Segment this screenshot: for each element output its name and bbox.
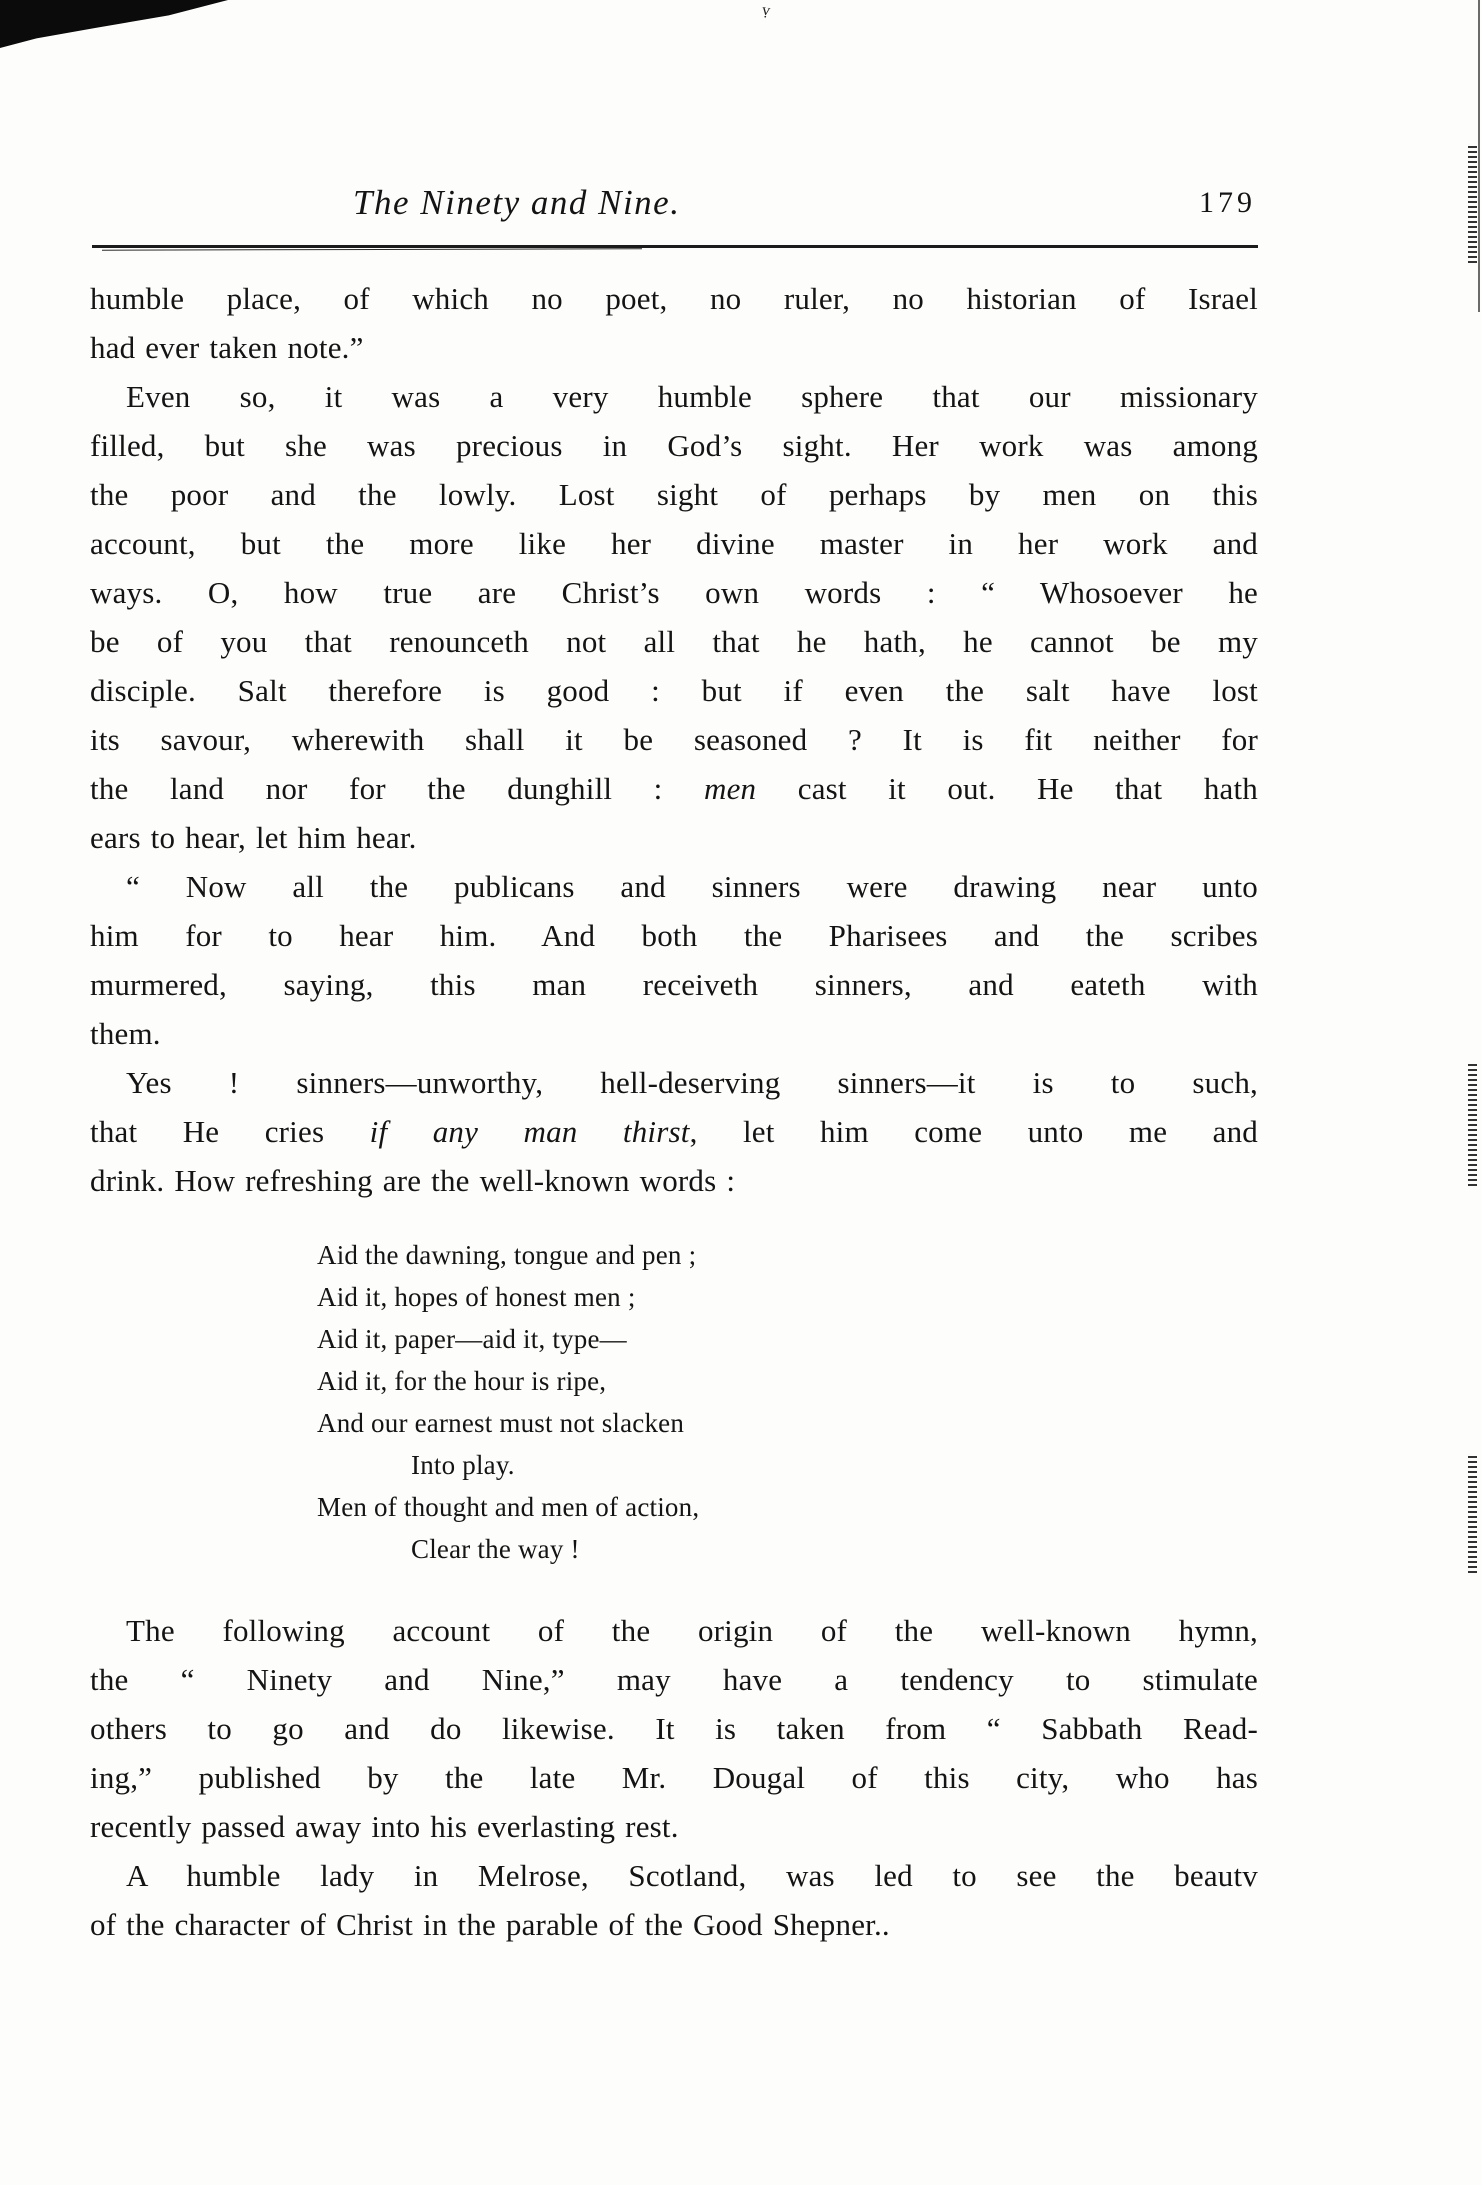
text-segment: Even so, it was a very humble sphere that our missionary [126, 379, 1258, 414]
text-line [90, 617, 1258, 666]
text-line [90, 911, 1258, 960]
italic-text-segment: men [704, 771, 757, 806]
text-segment: recently passed away into his everlasting rest. [90, 1809, 679, 1844]
paragraph [90, 1851, 1258, 1949]
page-number: 179 [1199, 186, 1256, 219]
text-segment: that He cries [90, 1114, 370, 1149]
text-segment: ears to hear, let him hear. [90, 820, 417, 855]
paragraph [90, 372, 1258, 862]
header-rule [92, 245, 1258, 248]
text-segment: be of you that renounceth not all that he hath, he cannot be my [90, 624, 1258, 659]
text-segment: humble place, of which no poet, no ruler, no historian of Israel [90, 281, 1258, 316]
text-line [90, 421, 1258, 470]
scan-artifact-edge-line [1478, 0, 1480, 312]
text-line [90, 1900, 1258, 1949]
text-segment: “ Now all the publicans and sinners were drawing near unto [126, 869, 1258, 904]
text-segment: The following account of the origin of the well-known hymn, [126, 1613, 1258, 1648]
text-line [90, 1802, 1258, 1851]
text-line [90, 470, 1258, 519]
text-segment: cast it out. He that hath [756, 771, 1258, 806]
italic-text-segment: if any man thirst [369, 1114, 690, 1149]
text-line [90, 1753, 1258, 1802]
poem-line: Aid it, hopes of honest men ; [317, 1282, 636, 1312]
paragraph [90, 274, 1258, 372]
text-line [90, 1107, 1258, 1156]
text-line [90, 519, 1258, 568]
scan-artifact-edge-hatch [1468, 1064, 1477, 1186]
text-line [90, 1156, 1258, 1205]
text-segment: of the character of Christ in the parable of the Good Shepner.. [90, 1907, 890, 1942]
text-line [90, 764, 1258, 813]
text-segment: murmered, saying, this man receiveth sinners, and eateth with [90, 967, 1258, 1002]
text-line [90, 1655, 1258, 1704]
page-header [90, 183, 1258, 233]
text-segment: the land nor for the dunghill : [90, 771, 704, 806]
text-segment: him for to hear him. And both the Pharisees and the scribes [90, 918, 1258, 953]
poem-line: Aid it, for the hour is ripe, [317, 1366, 607, 1396]
running-title: The Ninety and Nine. [353, 183, 681, 222]
text-segment: drink. How refreshing are the well-known words : [90, 1163, 736, 1198]
text-segment: A humble lady in Melrose, Scotland, was led to see the beautv [126, 1858, 1258, 1893]
text-line [90, 666, 1258, 715]
text-segment: them. [90, 1016, 161, 1051]
paragraph [90, 862, 1258, 1058]
text-segment: disciple. Salt therefore is good : but if even the salt have lost [90, 673, 1258, 708]
paragraph [90, 1058, 1258, 1205]
paragraph [90, 1606, 1258, 1851]
text-segment: filled, but she was precious in God’s sight. Her work was among [90, 428, 1258, 463]
text-segment: ing,” published by the late Mr. Dougal of this city, who has [90, 1760, 1258, 1795]
poem-line: Aid it, paper—aid it, type— [317, 1324, 627, 1354]
scan-artifact-edge-hatch [1468, 1456, 1477, 1574]
poem-line: Clear the way ! [411, 1534, 580, 1564]
scan-artifact-corner-blot [0, 0, 228, 48]
scan-artifact-edge-hatch [1468, 146, 1477, 266]
text-segment: Yes ! sinners—unworthy, hell-deserving sinners—it is to such, [126, 1065, 1258, 1100]
text-line [90, 1606, 1258, 1655]
text-line [90, 274, 1258, 323]
text-line [90, 715, 1258, 764]
text-line [90, 813, 1258, 862]
poem-line: Into play. [411, 1450, 515, 1480]
text-segment: the poor and the lowly. Lost sight of perhaps by men on this [90, 477, 1258, 512]
text-segment: ways. O, how true are Christ’s own words : “ Whosoever he [90, 575, 1258, 610]
text-line [90, 862, 1258, 911]
text-line [90, 1009, 1258, 1058]
text-segment: the “ Ninety and Nine,” may have a tendency to stimulate [90, 1662, 1258, 1697]
text-segment: account, but the more like her divine master in her work and [90, 526, 1258, 561]
poem-block [90, 1234, 1258, 1570]
text-line [90, 1058, 1258, 1107]
poem-line: Men of thought and men of action, [317, 1492, 700, 1522]
scan-artifact-ink-mark: ṿ [760, 1, 772, 20]
text-line [90, 323, 1258, 372]
text-line [90, 568, 1258, 617]
text-segment: , let him come unto me and [689, 1114, 1258, 1149]
page-text [90, 274, 1258, 1949]
text-segment: its savour, wherewith shall it be seasoned ? It is fit neither for [90, 722, 1258, 757]
text-line [90, 1851, 1258, 1900]
poem-line: Aid the dawning, tongue and pen ; [317, 1240, 697, 1270]
text-line [90, 960, 1258, 1009]
text-line [90, 372, 1258, 421]
text-segment: had ever taken note.” [90, 330, 364, 365]
text-segment: others to go and do likewise. It is taken from “ Sabbath Read- [90, 1711, 1258, 1746]
text-line [90, 1704, 1258, 1753]
poem-line: And our earnest must not slacken [317, 1408, 685, 1438]
